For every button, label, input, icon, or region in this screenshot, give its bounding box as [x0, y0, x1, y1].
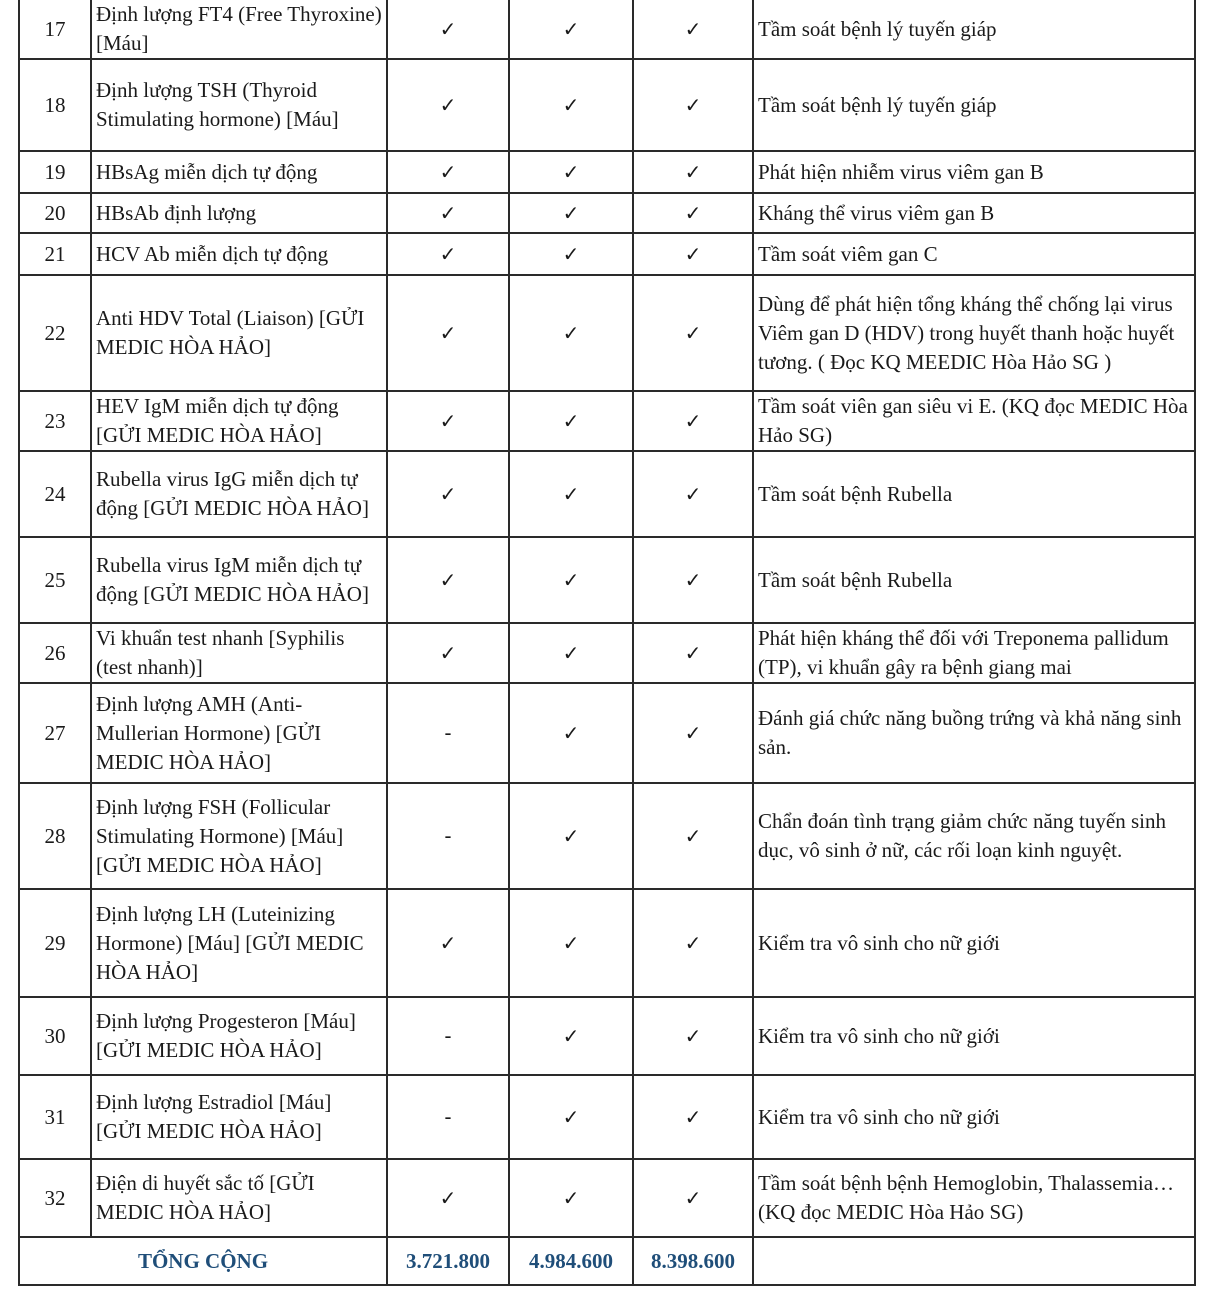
table-row [19, 997, 1195, 1075]
test-description: Tầm soát viên gan siêu vi E. (KQ đọc MEDIC Hòa Hảo SG) [753, 391, 1195, 451]
total-package-3: 8.398.600 [633, 1237, 753, 1285]
package-3-mark: ✓ [633, 193, 753, 233]
package-1-mark: - [387, 1075, 509, 1159]
total-package-2: 4.984.600 [509, 1237, 633, 1285]
row-number: 28 [19, 783, 91, 889]
table-row [19, 451, 1195, 537]
package-3-mark: ✓ [633, 623, 753, 683]
table-body [19, 0, 1195, 1285]
table-row [19, 1075, 1195, 1159]
row-number: 20 [19, 193, 91, 233]
row-number: 26 [19, 623, 91, 683]
test-description: Tầm soát viêm gan C [753, 233, 1195, 275]
table-row [19, 391, 1195, 451]
package-3-mark: ✓ [633, 1075, 753, 1159]
test-description: Kháng thể virus viêm gan B [753, 193, 1195, 233]
package-2-mark: ✓ [509, 275, 633, 391]
package-2-mark: ✓ [509, 451, 633, 537]
package-1-mark: ✓ [387, 59, 509, 151]
test-description: Tầm soát bệnh lý tuyến giáp [753, 0, 1195, 59]
table-row [19, 623, 1195, 683]
package-3-mark: ✓ [633, 391, 753, 451]
table-row [19, 59, 1195, 151]
test-name: Vi khuẩn test nhanh [Syphilis (test nhanh)] [91, 623, 387, 683]
package-2-mark: ✓ [509, 623, 633, 683]
package-3-mark: ✓ [633, 151, 753, 193]
test-name: HEV IgM miễn dịch tự động [GỬI MEDIC HÒA HẢO] [91, 391, 387, 451]
row-number: 32 [19, 1159, 91, 1237]
package-1-mark: ✓ [387, 151, 509, 193]
row-number: 24 [19, 451, 91, 537]
test-name: Định lượng TSH (Thyroid Stimulating hormone) [Máu] [91, 59, 387, 151]
test-description: Tầm soát bệnh lý tuyến giáp [753, 59, 1195, 151]
price-table [18, 0, 1196, 1286]
package-2-mark: ✓ [509, 1159, 633, 1237]
table-row [19, 537, 1195, 623]
table-row [19, 1159, 1195, 1237]
table-row [19, 889, 1195, 997]
package-2-mark: ✓ [509, 1075, 633, 1159]
package-3-mark: ✓ [633, 59, 753, 151]
package-2-mark: ✓ [509, 59, 633, 151]
test-description: Dùng để phát hiện tổng kháng thể chống lại virus Viêm gan D (HDV) trong huyết thanh hoặc huyết tương. ( Đọc KQ MEEDIC Hòa Hảo SG ) [753, 275, 1195, 391]
row-number: 18 [19, 59, 91, 151]
test-description: Kiểm tra vô sinh cho nữ giới [753, 1075, 1195, 1159]
row-number: 22 [19, 275, 91, 391]
table-row [19, 151, 1195, 193]
package-3-mark: ✓ [633, 0, 753, 59]
test-name: Định lượng AMH (Anti-Mullerian Hormone) [GỬI MEDIC HÒA HẢO] [91, 683, 387, 783]
package-1-mark: - [387, 997, 509, 1075]
package-2-mark: ✓ [509, 391, 633, 451]
total-package-1: 3.721.800 [387, 1237, 509, 1285]
test-name: HCV Ab miễn dịch tự động [91, 233, 387, 275]
table-row [19, 193, 1195, 233]
test-name: Anti HDV Total (Liaison) [GỬI MEDIC HÒA HẢO] [91, 275, 387, 391]
test-description: Phát hiện nhiễm virus viêm gan B [753, 151, 1195, 193]
package-1-mark: ✓ [387, 275, 509, 391]
row-number: 31 [19, 1075, 91, 1159]
package-1-mark: ✓ [387, 0, 509, 59]
package-1-mark: ✓ [387, 233, 509, 275]
package-1-mark: ✓ [387, 451, 509, 537]
package-2-mark: ✓ [509, 151, 633, 193]
total-empty-cell [753, 1237, 1195, 1285]
package-2-mark: ✓ [509, 997, 633, 1075]
test-description: Tầm soát bệnh bệnh Hemoglobin, Thalassemia… (KQ đọc MEDIC Hòa Hảo SG) [753, 1159, 1195, 1237]
row-number: 25 [19, 537, 91, 623]
package-3-mark: ✓ [633, 1159, 753, 1237]
package-2-mark: ✓ [509, 193, 633, 233]
package-2-mark: ✓ [509, 0, 633, 59]
total-label: TỔNG CỘNG [19, 1237, 387, 1285]
test-description: Kiểm tra vô sinh cho nữ giới [753, 889, 1195, 997]
test-name: Điện di huyết sắc tố [GỬI MEDIC HÒA HẢO] [91, 1159, 387, 1237]
package-1-mark: ✓ [387, 391, 509, 451]
test-description: Đánh giá chức năng buồng trứng và khả năng sinh sản. [753, 683, 1195, 783]
test-name: Rubella virus IgG miễn dịch tự động [GỬI MEDIC HÒA HẢO] [91, 451, 387, 537]
table-row [19, 0, 1195, 59]
test-name: Định lượng LH (Luteinizing Hormone) [Máu] [GỬI MEDIC HÒA HẢO] [91, 889, 387, 997]
package-3-mark: ✓ [633, 537, 753, 623]
package-2-mark: ✓ [509, 683, 633, 783]
test-description: Chẩn đoán tình trạng giảm chức năng tuyến sinh dục, vô sinh ở nữ, các rối loạn kinh nguyệt. [753, 783, 1195, 889]
test-name: Định lượng Progesteron [Máu] [GỬI MEDIC HÒA HẢO] [91, 997, 387, 1075]
package-1-mark: - [387, 783, 509, 889]
row-number: 19 [19, 151, 91, 193]
package-1-mark: - [387, 683, 509, 783]
package-1-mark: ✓ [387, 889, 509, 997]
package-2-mark: ✓ [509, 783, 633, 889]
test-name: Định lượng FT4 (Free Thyroxine) [Máu] [91, 0, 387, 59]
test-description: Phát hiện kháng thể đối với Treponema pallidum (TP), vi khuẩn gây ra bệnh giang mai [753, 623, 1195, 683]
package-3-mark: ✓ [633, 997, 753, 1075]
package-2-mark: ✓ [509, 889, 633, 997]
package-1-mark: ✓ [387, 193, 509, 233]
test-name: Định lượng FSH (Follicular Stimulating Hormone) [Máu] [GỬI MEDIC HÒA HẢO] [91, 783, 387, 889]
total-row [19, 1237, 1195, 1285]
test-name: Định lượng Estradiol [Máu] [GỬI MEDIC HÒA HẢO] [91, 1075, 387, 1159]
table-row [19, 683, 1195, 783]
package-3-mark: ✓ [633, 783, 753, 889]
row-number: 30 [19, 997, 91, 1075]
package-3-mark: ✓ [633, 683, 753, 783]
table-row [19, 275, 1195, 391]
package-3-mark: ✓ [633, 275, 753, 391]
package-3-mark: ✓ [633, 889, 753, 997]
row-number: 23 [19, 391, 91, 451]
test-description: Tầm soát bệnh Rubella [753, 537, 1195, 623]
test-description: Kiểm tra vô sinh cho nữ giới [753, 997, 1195, 1075]
test-name: Rubella virus IgM miễn dịch tự động [GỬI MEDIC HÒA HẢO] [91, 537, 387, 623]
package-3-mark: ✓ [633, 233, 753, 275]
package-1-mark: ✓ [387, 537, 509, 623]
row-number: 29 [19, 889, 91, 997]
row-number: 21 [19, 233, 91, 275]
row-number: 27 [19, 683, 91, 783]
test-description: Tầm soát bệnh Rubella [753, 451, 1195, 537]
package-1-mark: ✓ [387, 1159, 509, 1237]
package-3-mark: ✓ [633, 451, 753, 537]
package-1-mark: ✓ [387, 623, 509, 683]
test-name: HBsAg miễn dịch tự động [91, 151, 387, 193]
package-2-mark: ✓ [509, 233, 633, 275]
package-2-mark: ✓ [509, 537, 633, 623]
row-number: 17 [19, 0, 91, 59]
test-name: HBsAb định lượng [91, 193, 387, 233]
table-row [19, 783, 1195, 889]
table-row [19, 233, 1195, 275]
